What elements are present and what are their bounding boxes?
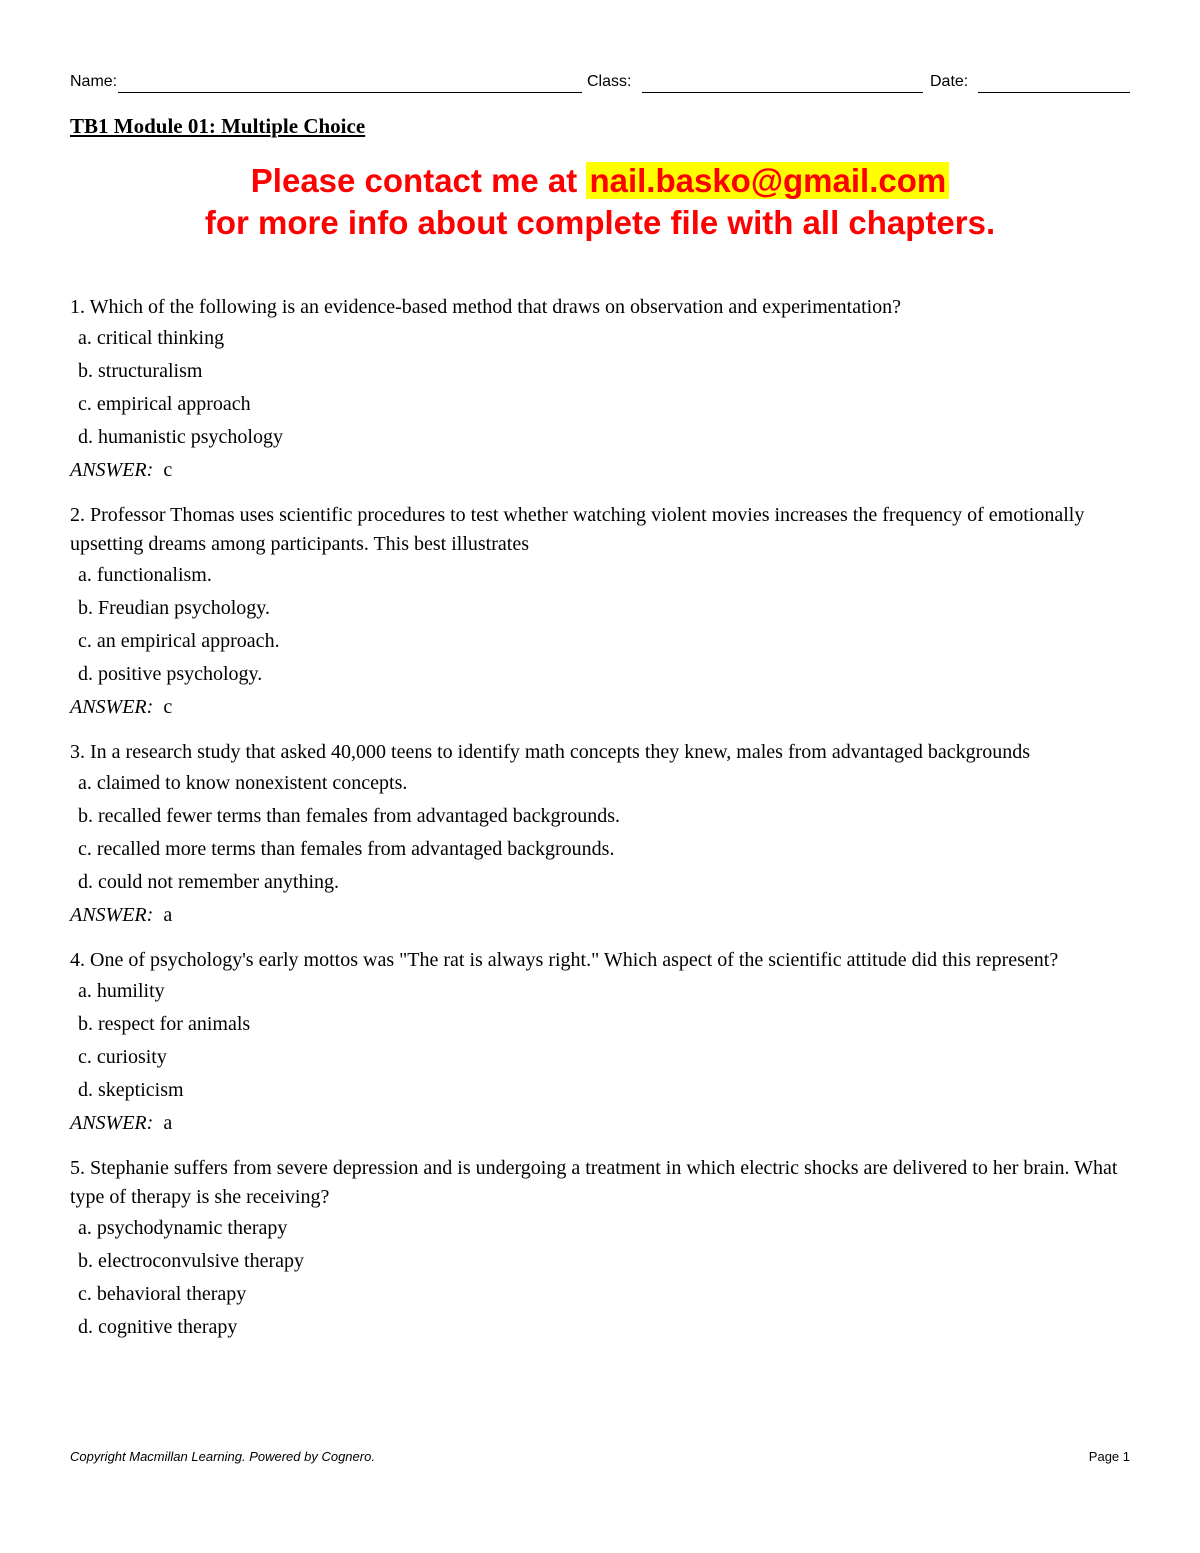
form-header (70, 70, 1130, 96)
question-5 (70, 1154, 1135, 1344)
option-b: b. Freudian psychology. (78, 597, 271, 619)
question-stem: 2. Professor Thomas uses scientific procedures to test whether watching violent movies increases the frequency of emotionally upsetting dreams among participants. This best illustrates (70, 504, 1085, 555)
option-b: b. structuralism (78, 360, 203, 382)
page-number: Page 1 (1088, 1449, 1130, 1464)
answer-line (70, 454, 1135, 487)
option-d: d. positive psychology. (78, 663, 263, 685)
promo-line-2: for more info about complete file with all chapters. (204, 204, 996, 241)
question-stem: 3. In a research study that asked 40,000 teens to identify math concepts they knew, males from advantaged backgrounds (70, 741, 1031, 763)
answer-label: ANSWER: (70, 904, 154, 926)
option-d: d. cognitive therapy (78, 1316, 238, 1338)
answer-label: ANSWER: (70, 459, 154, 481)
answer-value: c (163, 459, 173, 481)
answer-line (70, 691, 1135, 724)
question-3 (70, 738, 1135, 932)
question-stem: 5. Stephanie suffers from severe depression and is undergoing a treatment in which electric shocks are delivered to her brain. What type of therapy is she receiving? (70, 1157, 1118, 1208)
name-label: Name: (70, 73, 118, 90)
answer-line (70, 899, 1135, 932)
question-2 (70, 501, 1135, 724)
option-c: c. empirical approach (78, 393, 251, 415)
class-label: Class: (587, 73, 632, 90)
answer-value: a (163, 1112, 173, 1134)
question-list (70, 293, 1135, 1358)
option-c: c. recalled more terms than females from advantaged backgrounds. (78, 838, 615, 860)
question-1 (70, 293, 1135, 487)
promo-prefix: Please contact me at (250, 162, 587, 199)
date-field-line[interactable] (978, 92, 1130, 93)
date-label: Date: (930, 73, 969, 90)
option-b: b. recalled fewer terms than females from advantaged backgrounds. (78, 805, 620, 827)
copyright-text: Copyright Macmillan Learning. Powered by Cognero. (70, 1449, 375, 1464)
promo-line-1 (0, 160, 1200, 202)
option-a: a. psychodynamic therapy (78, 1217, 288, 1239)
answer-line (70, 1107, 1135, 1140)
option-c: c. curiosity (78, 1046, 167, 1068)
answer-value: a (163, 904, 173, 926)
question-4 (70, 946, 1135, 1140)
question-stem: 4. One of psychology's early mottos was "The rat is always right." Which aspect of the scientific attitude did this represent? (70, 949, 1059, 971)
promo-email[interactable]: nail.basko@gmail.com (586, 162, 949, 199)
option-a: a. humility (78, 980, 165, 1002)
class-field-line[interactable] (642, 92, 923, 93)
option-d: d. humanistic psychology (78, 426, 283, 448)
option-c: c. behavioral therapy (78, 1283, 247, 1305)
name-field-line[interactable] (118, 92, 582, 93)
option-a: a. claimed to know nonexistent concepts. (78, 772, 408, 794)
option-b: b. respect for animals (78, 1013, 251, 1035)
question-stem: 1. Which of the following is an evidence-based method that draws on observation and experimentation? (70, 296, 902, 318)
answer-label: ANSWER: (70, 1112, 154, 1134)
option-c: c. an empirical approach. (78, 630, 280, 652)
option-d: d. skepticism (78, 1079, 184, 1101)
answer-value: c (163, 696, 173, 718)
option-b: b. electroconvulsive therapy (78, 1250, 305, 1272)
promo-notice (0, 160, 1200, 244)
answer-label: ANSWER: (70, 696, 154, 718)
page-title: TB1 Module 01: Multiple Choice (70, 114, 366, 138)
option-a: a. functionalism. (78, 564, 212, 586)
option-d: d. could not remember anything. (78, 871, 340, 893)
option-a: a. critical thinking (78, 327, 225, 349)
